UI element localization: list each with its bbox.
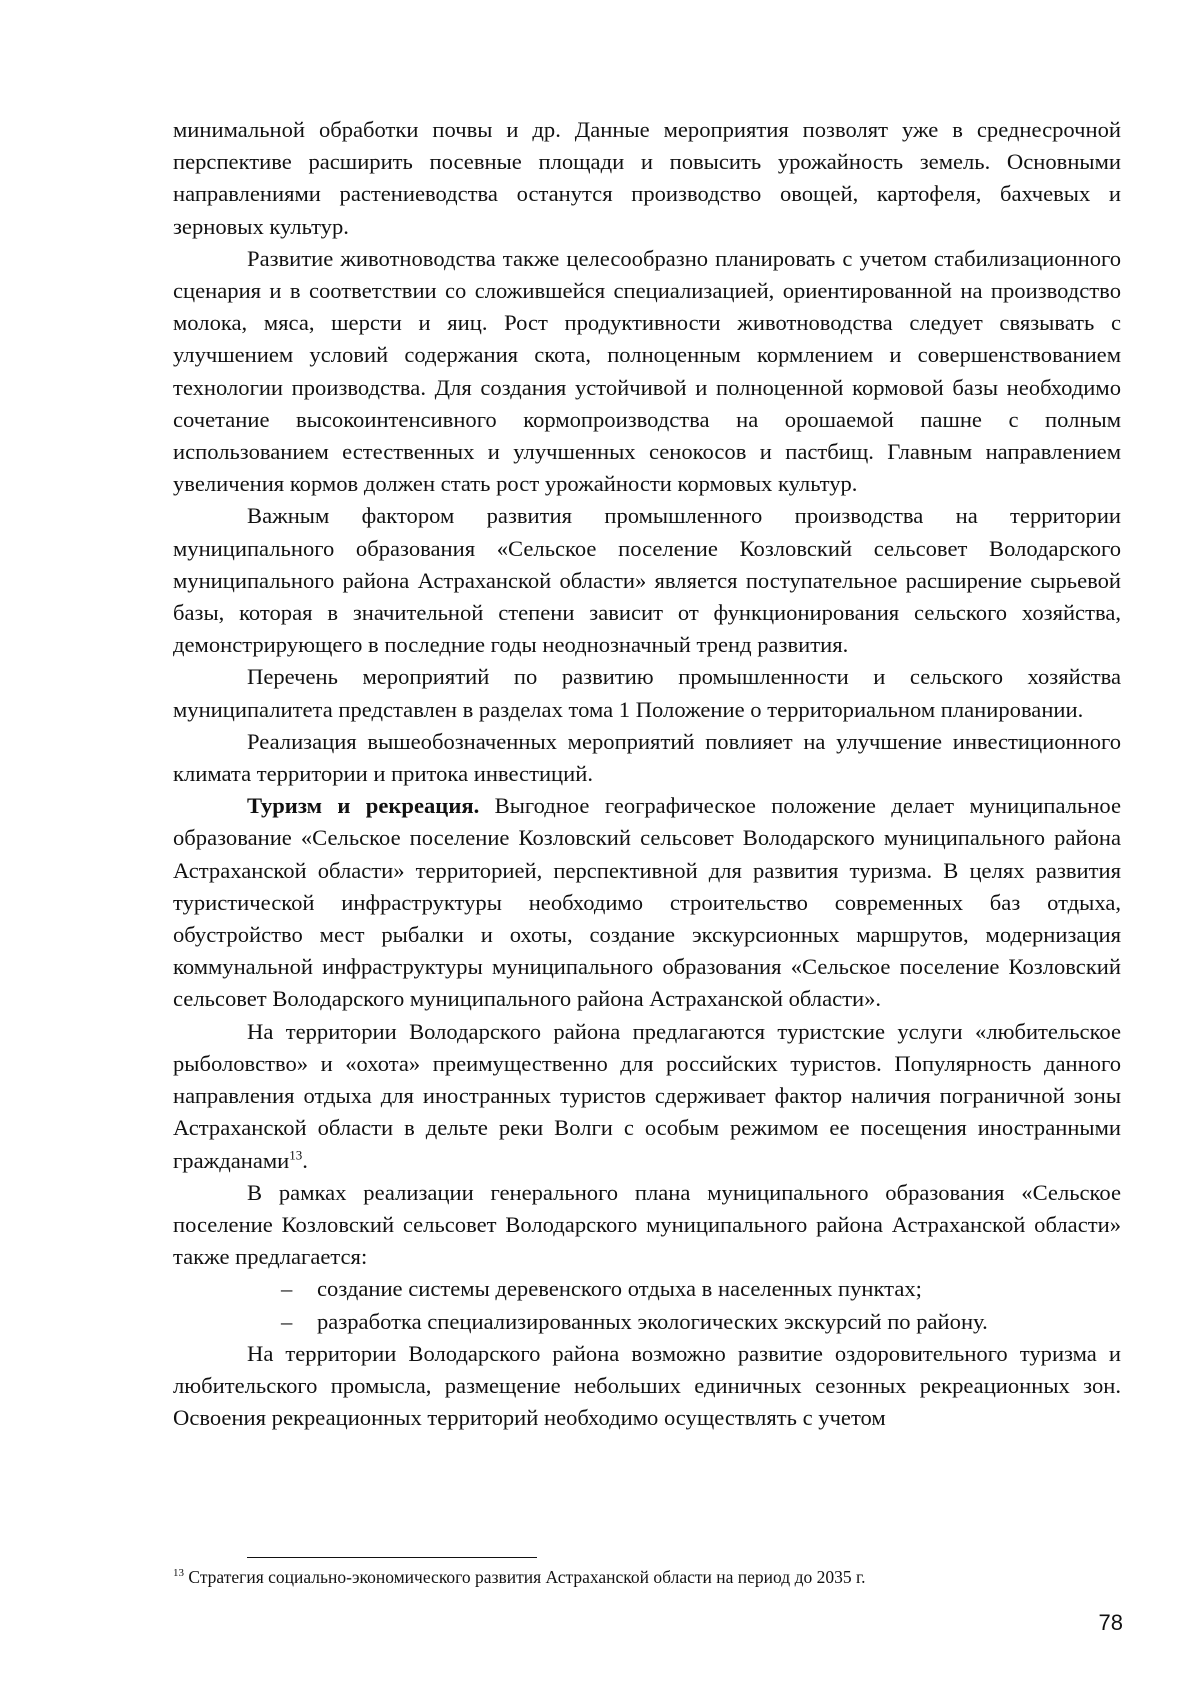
footnote-separator — [247, 1557, 537, 1558]
footnote-text: Стратегия социально-экономического развития Астраханской области на период до 2035 г. — [184, 1567, 866, 1587]
paragraph-5: Реализация вышеобозначенных мероприятий повлияет на улучшение инвестиционного климата территории и притока инвестиций. — [173, 728, 1121, 787]
body-text — [173, 114, 1121, 1434]
paragraph-6-text: Выгодное географическое положение делает муниципальное образование «Сельское поселение Козловский сельсовет Володарского муниципального района Астраханской области» территорией, перспективной для развития туризма. В целях развития туристической инфраструктуры необходимо строительство современных баз отдыха, обустройство мест рыбалки и охоты, создание экскурсионных маршрутов, модернизация коммунальной инфраструктуры муниципального образования «Сельское поселение Козловский сельсовет Володарского муниципального района Астраханской области». — [173, 793, 1121, 1012]
paragraph-8: В рамках реализации генерального плана муниципального образования «Сельское поселение Козловский сельсовет Володарского муниципального района Астраханской области» также предлагается: — [173, 1179, 1121, 1270]
page-number: 78 — [1098, 1610, 1123, 1635]
list-item — [173, 1306, 1121, 1338]
paragraph-7-end: . — [302, 1147, 308, 1173]
dash-marker: – — [281, 1276, 293, 1302]
paragraph-7 — [173, 1016, 1121, 1177]
paragraph-1: минимальной обработки почвы и др. Данные мероприятия позволят уже в среднесрочной перспективе расширить посевные площади и повысить урожайность земель. Основными направлениями растениеводства останутся производство овощей, картофеля, бахчевых и зерновых культур. — [173, 117, 1121, 239]
list-item-text: разработка специализированных экологических экскурсий по району. — [317, 1308, 988, 1334]
paragraph-3: Важным фактором развития промышленного производства на территории муниципального образования «Сельское поселение Козловский сельсовет Володарского муниципального района Астраханской области» является поступательное расширение сырьевой базы, которая в значительной степени зависит от функционирования сельского хозяйства, демонстрирующего в последние годы неоднозначный тренд развития. — [173, 503, 1121, 658]
proposal-list — [173, 1273, 1121, 1337]
footnote — [173, 1565, 1121, 1589]
section-heading: Туризм и рекреация. — [247, 793, 480, 819]
dash-marker: – — [281, 1308, 293, 1334]
list-item — [173, 1273, 1121, 1305]
paragraph-7-text: На территории Володарского района предлагаются туристские услуги «любительское рыболовство» и «охота» преимущественно для российских туристов. Популярность данного направления отдыха для иностранных туристов сдерживает фактор наличия пограничной зоны Астраханской области в дельте реки Волги с особым режимом ее посещения иностранными гражданами — [173, 1018, 1121, 1173]
list-item-text: создание системы деревенского отдыха в населенных пунктах; — [317, 1276, 922, 1302]
paragraph-6 — [173, 790, 1121, 1015]
paragraph-2: Развитие животноводства также целесообразно планировать с учетом стабилизационного сценария и в соответствии со сложившейся специализацией, ориентированной на производство молока, мяса, шерсти и яиц. Рост продуктивности животноводства следует связывать с улучшением условий содержания скота, полноценным кормлением и совершенствованием технологии производства. Для создания устойчивой и полноценной кормовой базы необходимо сочетание высокоинтенсивного кормопроизводства на орошаемой пашне с полным использованием естественных и улучшенных сенокосов и пастбищ. Главным направлением увеличения кормов должен стать рост урожайности кормовых культур. — [173, 245, 1121, 497]
footnote-reference[interactable]: 13 — [289, 1146, 303, 1162]
paragraph-9: На территории Володарского района возможно развитие оздоровительного туризма и любительского промысла, размещение небольших единичных сезонных рекреационных зон. Освоения рекреационных территорий необходимо осуществлять с учетом — [173, 1340, 1121, 1431]
footnote-number: 13 — [173, 1567, 184, 1580]
paragraph-4: Перечень мероприятий по развитию промышленности и сельского хозяйства муниципалитета представлен в разделах тома 1 Положение о территориальном планировании. — [173, 664, 1121, 722]
